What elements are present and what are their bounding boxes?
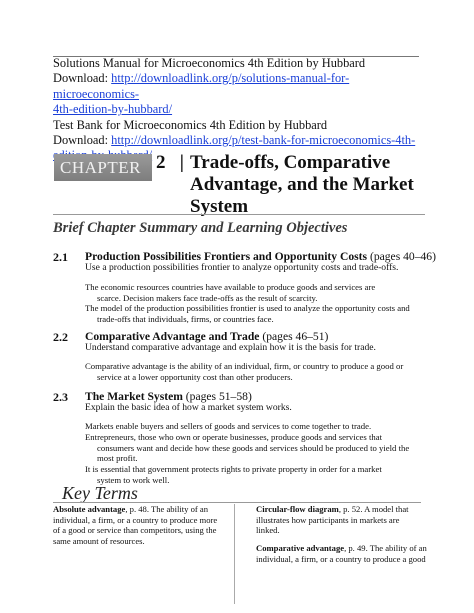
term-comparative-advantage: Comparative advantage, p. 49. The ability of an individual, a firm, or a country to produce a good	[256, 543, 427, 564]
header-solutions-title: Solutions Manual for Microeconomics 4th Edition by Hubbard	[53, 56, 366, 70]
section-2-3-paragraph-3: It is essential that government protects rights to private property in order for a market system to work well.	[85, 464, 382, 485]
testbank-download-link[interactable]: http://downloadlink.org/p/test-bank-for-microeconomics-4th-	[111, 133, 416, 148]
header-testbank-download: Download: http://downloadlink.org/p/test-bank-for-microeconomics-4th-	[53, 133, 416, 148]
chapter-title: Trade-offs, Comparative Advantage, and the Market System	[190, 152, 414, 217]
section-title: Production Possibilities Frontiers and Opportunity Costs (pages 40–46)	[85, 250, 436, 263]
chapter-label-box: CHAPTER	[54, 154, 152, 181]
section-2-2-paragraph-1: Comparative advantage is the ability of an individual, firm, or country to produce a good or service at a lower opportunity cost than other producers.	[85, 361, 404, 382]
term-circular-flow-diagram: Circular-flow diagram, p. 52. A model that illustrates how participants in markets are linked.	[256, 504, 409, 536]
section-2-3-paragraph-2: Entrepreneurs, those who own or operate businesses, produce goods and services that consumers want and decide how these goods and services should be produced to yield the most profit.	[85, 432, 410, 464]
key-terms-column-divider	[234, 504, 235, 604]
section-title: The Market System (pages 51–58)	[85, 390, 252, 403]
section-number: 2.1	[53, 250, 68, 264]
term-absolute-advantage: Absolute advantage, p. 48. The ability of an individual, a firm, or a country to produce more of a good or service than competitors, using the same amount of resources.	[53, 504, 218, 547]
learning-objective: Explain the basic idea of how a market system works.	[85, 402, 292, 413]
header-testbank-title: Test Bank for Microeconomics 4th Edition by Hubbard	[53, 117, 328, 132]
key-terms-rule	[53, 502, 421, 503]
solutions-download-link-cont[interactable]: 4th-edition-by-hubbard/	[53, 102, 173, 117]
header-solutions-download: Download: http://downloadlink.org/p/solutions-manual-for-microeconomics-	[53, 71, 350, 101]
chapter-number: 2 |	[156, 152, 184, 173]
brief-top-rule	[53, 214, 425, 215]
header-solutions-download-cont	[53, 102, 423, 117]
key-terms-heading: Key Terms	[62, 483, 138, 503]
learning-objective: Understand comparative advantage and explain how it is the basis for trade.	[85, 342, 376, 353]
section-2-1-paragraph-2: The model of the production possibilities frontier is used to analyze the opportunity costs and trade-offs that individuals, firms, or countries face.	[85, 303, 410, 324]
section-2-3-paragraph-1: Markets enable buyers and sellers of goods and services to come together to trade.	[85, 421, 372, 431]
section-number: 2.2	[53, 330, 68, 344]
header-block	[53, 56, 423, 164]
section-title: Comparative Advantage and Trade (pages 46–51)	[85, 330, 329, 343]
section-number: 2.3	[53, 390, 68, 404]
section-2-1-paragraph-1: The economic resources countries have available to produce goods and services are scarce. Decision makers face trade-offs as the result of scarcity.	[85, 282, 376, 303]
solutions-download-link[interactable]: http://downloadlink.org/p/solutions-manual-for-microeconomics-	[53, 71, 350, 101]
learning-objective: Use a production possibilities frontier to analyze opportunity costs and trade-offs.	[85, 262, 399, 273]
brief-summary-heading: Brief Chapter Summary and Learning Objectives	[53, 220, 348, 236]
